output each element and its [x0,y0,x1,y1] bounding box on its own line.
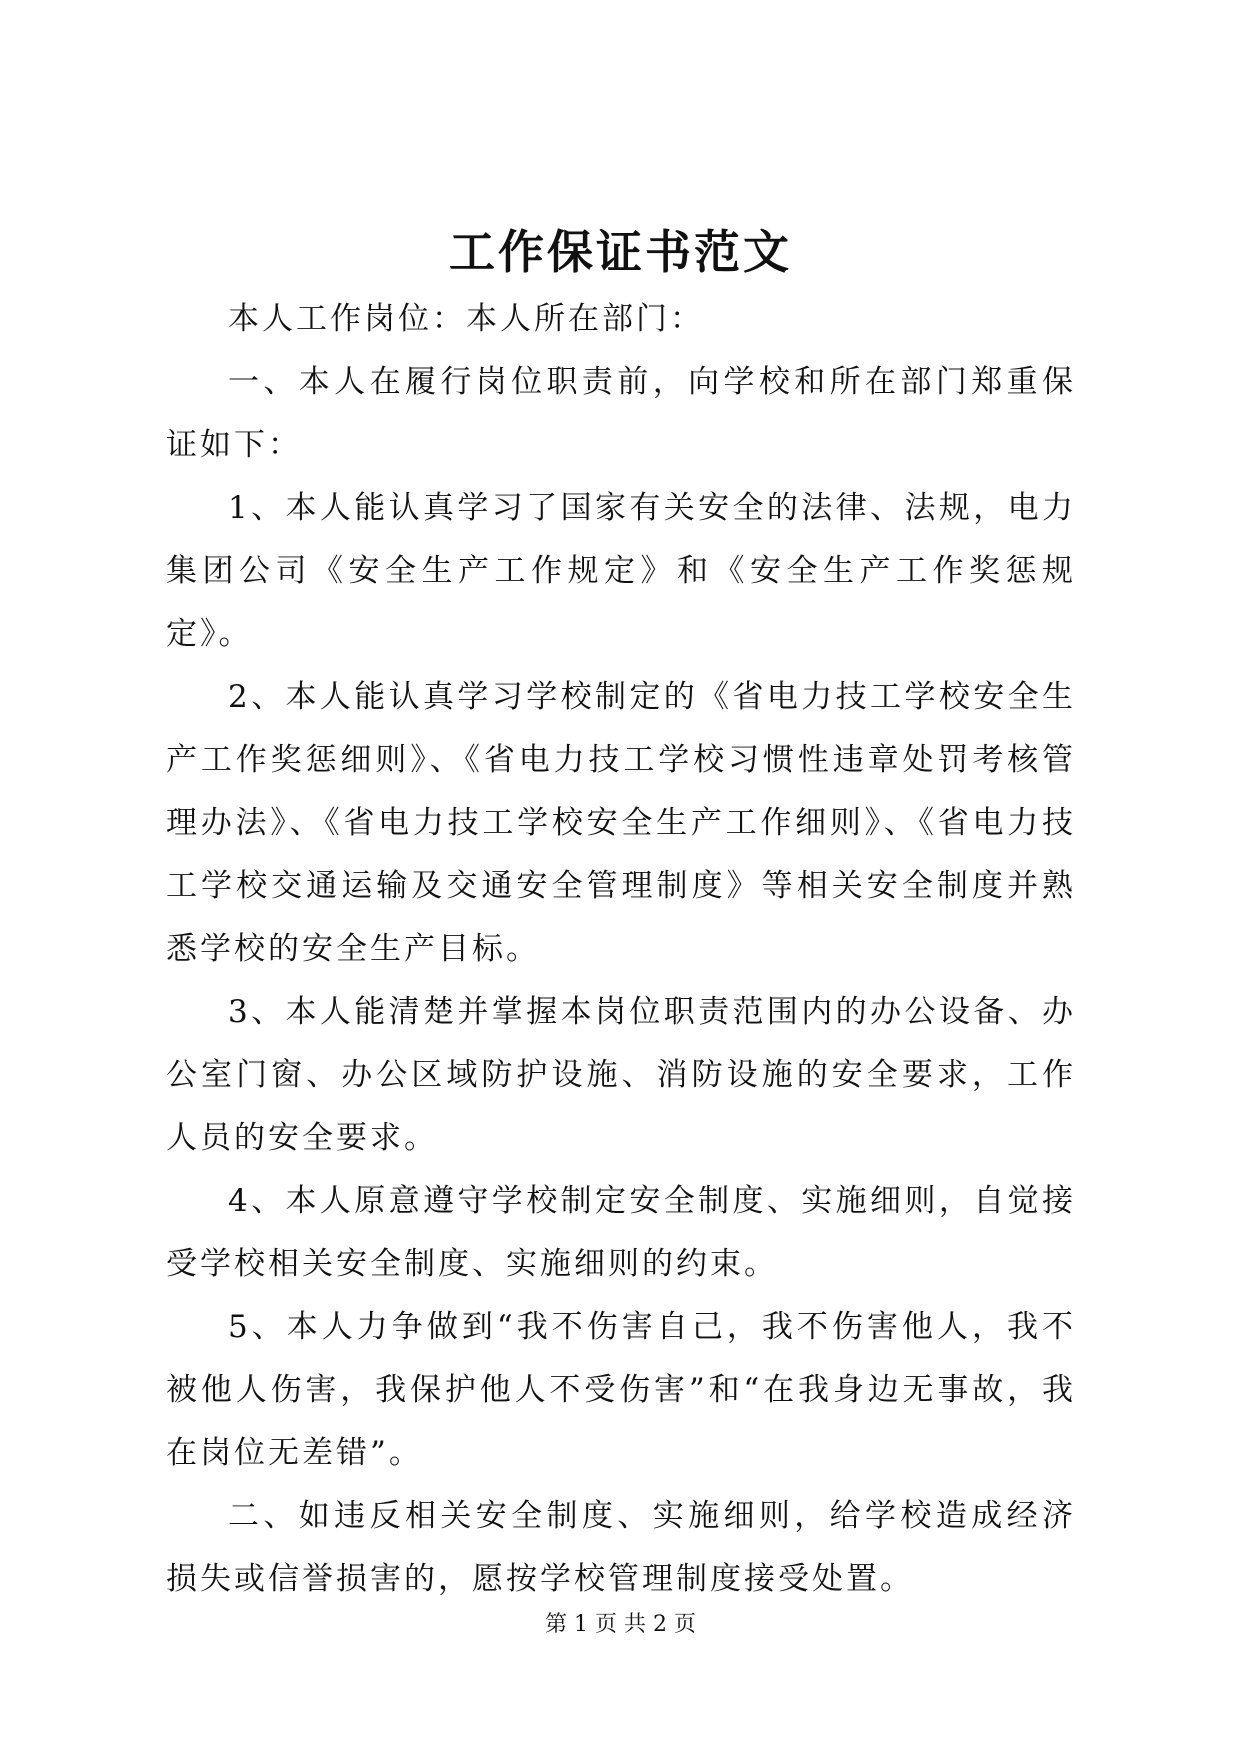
paragraph-item-5: 5、本人力争做到“我不伤害自己，我不伤害他人，我不被他人伤害，我保护他人不受伤害”和“在我身边无事故，我在岗位无差错”。 [166,1309,1076,1471]
paragraph-item-2: 2、本人能认真学习学校制定的《省电力技工学校安全生产工作奖惩细则》、《省电力技工学校习惯性违章处罚考核管理办法》、《省电力技工学校安全生产工作细则》、《省电力技工学校交通运输及交通安全管理制度》等相关安全制度并熟悉学校的安全生产目标。 [166,679,1076,967]
paragraph-header-fields: 本人工作岗位：本人所在部门： [228,301,704,337]
document-body [166,288,1076,1611]
paragraph-item-1: 1、本人能认真学习了国家有关安全的法律、法规，电力集团公司《安全生产工作规定》和《安全生产工作奖惩规定》。 [166,490,1076,652]
paragraph-section-1: 一、本人在履行岗位职责前，向学校和所在部门郑重保证如下： [166,364,1076,463]
paragraph-item-4: 4、本人原意遵守学校制定安全制度、实施细则，自觉接受学校相关安全制度、实施细则的约束。 [166,1183,1076,1282]
page-footer: 第 1 页 共 2 页 [545,1612,696,1637]
paragraph-item-3: 3、本人能清楚并掌握本岗位职责范围内的办公设备、办公室门窗、办公区域防护设施、消防设施的安全要求，工作人员的安全要求。 [166,994,1076,1156]
document-title: 工作保证书范文 [449,225,792,279]
paragraph-section-2: 二、如违反相关安全制度、实施细则，给学校造成经济损失或信誉损害的，愿按学校管理制度接受处置。 [166,1498,1076,1597]
